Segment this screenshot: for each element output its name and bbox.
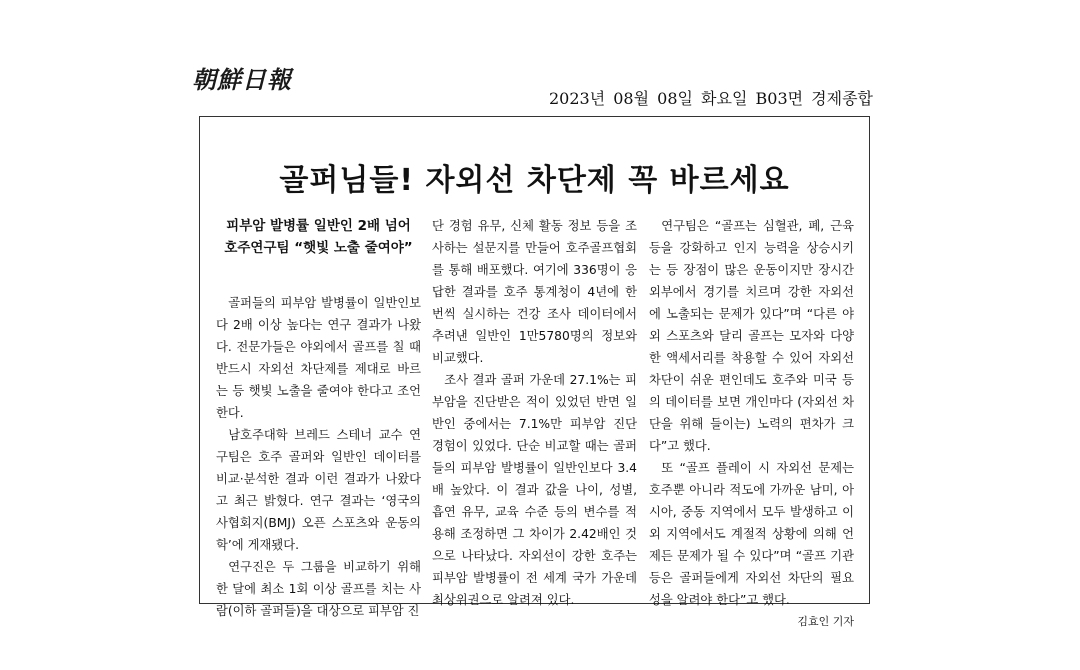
paragraph-with-byline <box>649 457 854 628</box>
paragraph: 단 경험 유무, 신체 활동 정보 등을 조사하는 설문지를 만들어 호주골프협회를 통해 배포했다. 여기에 336명이 응답한 결과를 호주 통계청이 4년에 한 번씩 실시하는 건강 조사 데이터에서 추려낸 일반인 1만5780명의 정보와 비교했다. <box>432 219 637 365</box>
paragraph: 남호주대학 브레드 스테너 교수 연구팀은 호주 골퍼와 일반인 데이터를 비교·분석한 결과 이런 결과가 나왔다고 최근 밝혔다. 연구 결과는 ‘영국의사협회지(BMJ) 오픈 스포츠와 운동의학’에 게재됐다. <box>216 428 421 552</box>
article-headline: 골퍼님들! 자외선 차단제 꼭 바르세요 <box>279 163 790 198</box>
paragraph: 조사 결과 골퍼 가운데 27.1%는 피부암을 진단받은 적이 있었던 반면 일반인 중에서는 7.1%만 피부암 진단 경험이 있었다. 단순 비교할 때는 골퍼들의 피부암 발병률이 일반인보다 3.4배 높았다. 이 결과 값을 나이, 성별, 흡연 유무, 교육 수준 등의 변수를 적용해 조정하면 그 차이가 2.42배인 것으로 나타났다. 자외선이 강한 호주는 피부암 발병률이 전 세계 국가 가운데 최상위권으로 알려져 있다. <box>432 373 637 607</box>
paragraph-text: 또 “골프 플레이 시 자외선 문제는 호주뿐 아니라 적도에 가까운 남미, 아시아, 중동 지역에서 모두 발생하고 이외 지역에서도 계절적 상황에 의해 언제든 문제가 될 수 있다”며 “골프 기관 등은 골퍼들에게 자외선 차단의 필요성을 알려야 한다”고 했다. <box>649 461 854 607</box>
paragraph: 골퍼들의 피부암 발병률이 일반인보다 2배 이상 높다는 연구 결과가 나왔다. 전문가들은 야외에서 골프를 칠 때 반드시 자외선 차단제를 제대로 바르는 등 햇빛 노출을 줄여야 한다고 조언한다. <box>216 296 421 420</box>
article-column-3 <box>649 215 854 633</box>
subhead-line-1: 피부암 발병률 일반인 2배 넘어 <box>226 218 411 234</box>
article-frame <box>199 116 870 628</box>
article-column-1 <box>216 215 421 622</box>
subhead-line-2: 호주연구팀 “햇빛 노출 줄여야” <box>224 240 413 256</box>
paragraph: 연구팀은 “골프는 심혈관, 폐, 근육 등을 강화하고 인지 능력을 상승시키는 등 장점이 많은 운동이지만 장시간 외부에서 경기를 치르며 강한 자외선에 노출되는 문제가 있다”며 “다른 야외 스포츠와 달리 골프는 모자와 다양한 액세서리를 착용할 수 있어 자외선 차단이 쉬운 편인데도 호주와 미국 등의 데이터를 보면 개인마다 (자외선 차단을 위해 들이는) 노력의 편차가 크다”고 했다. <box>649 219 854 453</box>
publication-dateline: 2023년 08월 08일 화요일 B03면 경제종합 <box>548 89 873 108</box>
reporter-byline: 김효인 기자 <box>797 615 854 628</box>
article-subhead <box>216 215 421 259</box>
article-column-2 <box>432 215 637 611</box>
newspaper-masthead: 朝鮮日報 <box>192 65 292 94</box>
paragraph: 연구진은 두 그룹을 비교하기 위해 한 달에 최소 1회 이상 골프를 치는 사람(이하 골퍼들)을 대상으로 피부암 진 <box>216 560 421 618</box>
